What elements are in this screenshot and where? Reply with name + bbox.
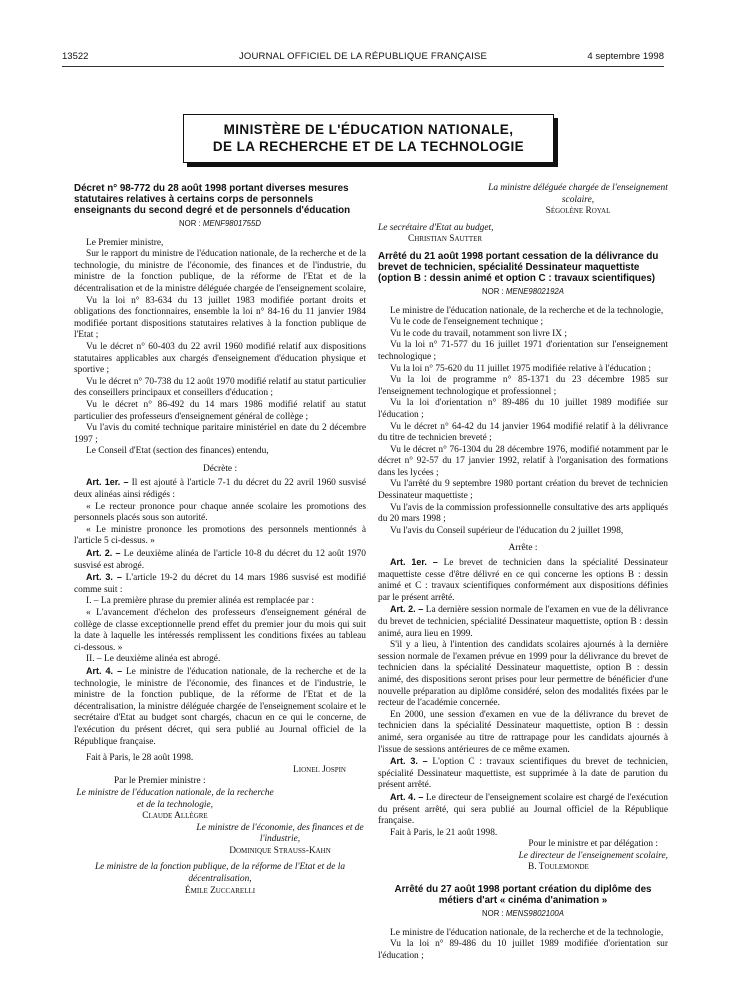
ministry-box <box>183 114 554 163</box>
decree-article-1: Art. 1er. – Il est ajouté à l'article 7-1 du décret du 22 avril 1960 susvisé deux alinéas ainsi rédigés : <box>74 477 367 501</box>
arrete1-para: Vu la loi n° 75-620 du 11 juillet 1975 modifiée relative à l'éducation ; <box>390 363 651 374</box>
issue-date: 4 septembre 1998 <box>587 51 664 62</box>
arrete1-para: Vu la loi n° 71-577 du 16 juillet 1971 d'orientation sur l'enseignement technologique ; <box>378 340 668 362</box>
arrete1-para: Vu la loi d'orientation n° 89-486 du 10 juillet 1989 modifiée sur l'éducation ; <box>378 398 668 420</box>
page-number: 13522 <box>62 51 89 62</box>
header-rule <box>62 66 664 67</box>
decree-article-4: Art. 4. – Le ministre de l'éducation nationale, de la recherche et de la technologie, le ministre de l'économie, des finances et de l'industrie, le ministre de la fonction publique, de la réforme de l'Etat et de la décentralisation, la ministre déléguée chargée de l'enseignement scolaire et le secrétaire d'Etat au budget sont chargés, chacun en ce qui le concerne, de l'exécution du présent décret, qui sera publié au Journal officiel de la République française. <box>74 665 366 747</box>
decree-para: Sur le rapport du ministre de l'éducation nationale, de la recherche et de la technologie, du ministre de l'économie, des finances et de l'industrie, du ministre de la fonction publique, de la réforme de l'Etat et de la décentralisation et de la ministre déléguée chargée de l'enseignement scolaire, <box>74 249 367 294</box>
decree-article-2: Art. 2. – Le deuxième alinéa de l'article 10-8 du décret du 12 août 1970 susvisé est abrogé. <box>74 548 366 571</box>
arrete1-title: Arrêté du 21 août 1998 portant cessation de la délivrance du brevet de technicien, spécialité Dessinateur maquettiste (option B : dessin animé et option C : travaux scientifiques) <box>378 250 659 284</box>
decree-para: Vu l'avis du comité technique paritaire ministériel en date du 2 décembre 1997 ; <box>74 423 366 445</box>
decree-decrete: Décrète : <box>202 463 238 474</box>
decree-title: Décret n° 98-772 du 28 août 1998 portant diverses mesures statutaires relatives à certains corps de personnels enseignants du second degré et de personnels d'éducation <box>74 183 351 216</box>
arrete1-para: Vu l'arrêté du 9 septembre 1980 portant création du brevet de technicien Dessinateur maquettiste ; <box>378 479 668 502</box>
decree-para: Vu le décret n° 60-403 du 22 avril 1960 modifié relatif aux dispositions statutaires applicables aux chargés d'enseignement d'éducation physique et sportive ; <box>74 341 366 376</box>
arrete1-para: Vu le décret n° 76-1304 du 28 décembre 1976, modifié notamment par le décret n° 92-57 du 17 janvier 1992, relatif à l'organisation des formations dans les lycées ; <box>378 444 668 478</box>
decree-done: Fait à Paris, le 28 août 1998. <box>86 753 194 764</box>
page-header <box>62 51 664 65</box>
right-column <box>378 183 668 962</box>
arrete1-para: S'il y a lieu, à l'intention des candidats scolaires ajournés à la dernière session normale de l'examen prévue en 1999 pour la délivrance du brevet de technicien dans la spécialité Dessinateur maquettiste, option B : dessin animé, des dispositions seront prises pour leur permettre de bénéficier d'une nouvelle préparation au diplôme considéré, selon des modalités fixées par le recteur de l'académie concernée. <box>378 640 668 709</box>
arrete1-para: Vu l'avis de la commission professionnelle consultative des arts appliqués du 20 mars 1998 ; <box>378 502 668 525</box>
decree-para: Vu le décret n° 70-738 du 12 août 1970 modifié relatif au statut particulier des conseillers principaux et conseillers d'éducation ; <box>74 376 366 399</box>
signatory-name: Dominique Strauss-Kahn <box>229 845 331 856</box>
signatory-role: Le secrétaire d'Etat au budget, <box>378 222 494 233</box>
decree-par: Par le Premier ministre : <box>114 776 206 787</box>
signatory-name: Claude Allègre <box>142 811 208 822</box>
arrete1-arrete: Arrête : <box>508 543 538 554</box>
decree-article-3: Art. 3. – L'article 19-2 du décret du 14 mars 1986 susvisé est modifié comme suit : <box>74 572 367 595</box>
decree-para: Vu le décret n° 86-492 du 14 mars 1986 modifié relatif au statut particulier des professeurs d'enseignement général de collège ; <box>74 399 366 422</box>
ministry-line-2: DE LA RECHERCHE ET DE LA TECHNOLOGIE <box>212 139 525 154</box>
decree-para: Le Conseil d'Etat (section des finances) entendu, <box>86 446 269 457</box>
left-column <box>74 183 366 897</box>
arrete1-article-3: Art. 3. – L'option C : travaux scientifiques du brevet de technicien, spécialité Dessinateur maquettiste, est supprimée à la date de parution du présent arrêté. <box>378 756 669 791</box>
decree-signer: Lionel Jospin <box>293 764 346 775</box>
decree-quote: « Le recteur prononce pour chaque année scolaire les promotions des personnels placés sous son autorité. <box>74 501 366 524</box>
decree-para: II. – Le deuxième alinéa est abrogé. <box>86 654 221 665</box>
arrete1-article-2: Art. 2. – La dernière session normale de l'examen en vue de la délivrance du brevet de technicien, spécialité Dessinateur maquettiste, option B : dessin animé, aura lieu en 1999. <box>378 604 669 639</box>
signatory-name: Émile Zuccarelli <box>184 885 256 896</box>
decree-para: Le Premier ministre, <box>86 237 164 248</box>
decree-quote: « L'avancement d'échelon des professeurs d'enseignement général de collège de classe exceptionnelle prend effet du premier jour du mois qui suit la date à laquelle les intéressés remplissent les conditions fixées au tableau ci-dessous. » <box>74 608 366 653</box>
arrete1-delegation: Pour le ministre et par délégation : <box>528 839 658 850</box>
signatory-role: Le ministre de la fonction publique, de la réforme de l'Etat et de la décentralisation, <box>94 862 346 885</box>
ministry-line-1: MINISTÈRE DE L'ÉDUCATION NATIONALE, <box>223 122 514 137</box>
decree-para: I. – La première phrase du premier alinéa est remplacée par : <box>86 596 315 607</box>
arrete1-article-1: Art. 1er. – Le brevet de technicien dans la spécialité Dessinateur maquettiste cesse d'être délivré en ce qui concerne les options B : dessin animé et C : travaux scientifiques conformément aux dispositions définies par le présent arrêté. <box>378 557 669 603</box>
arrete2-para: Le ministre de l'éducation nationale, de la recherche et de la technologie, <box>390 927 664 938</box>
journal-title: JOURNAL OFFICIEL DE LA RÉPUBLIQUE FRANÇAISE <box>238 51 488 62</box>
arrete1-article-4: Art. 4. – Le directeur de l'enseignement scolaire est chargé de l'exécution du présent arrêté, qui sera publié au Journal officiel de la République française. <box>378 791 668 827</box>
signatory-name: Ségolène Royal <box>545 206 611 217</box>
signatory-role: Le ministre de l'éducation nationale, de la recherche et de la technologie, <box>76 787 274 810</box>
arrete1-name: B. Toulemonde <box>528 862 589 873</box>
arrete2-title: Arrêté du 27 août 1998 portant création du diplôme des métiers d'art « cinéma d'animation » <box>394 884 652 907</box>
arrete1-para: Vu l'avis du Conseil supérieur de l'éducation du 2 juillet 1998, <box>390 525 624 536</box>
decree-nor: NOR : MENF9801755D <box>179 219 261 228</box>
arrete1-para: Vu le décret n° 64-42 du 14 janvier 1964 modifié relatif à la délivrance du titre de technicien breveté ; <box>378 421 668 444</box>
arrete2-nor: NOR : MENS9802100A <box>482 909 564 919</box>
arrete1-para: Le ministre de l'éducation nationale, de la recherche et de la technologie, <box>390 305 664 316</box>
arrete1-para: Vu la loi de programme n° 85-1371 du 23 décembre 1985 sur l'enseignement technologique et professionnel ; <box>378 375 668 397</box>
arrete2-para: Vu la loi n° 89-486 du 10 juillet 1989 modifiée d'orientation sur l'éducation ; <box>378 939 668 961</box>
signatory-name: Christian Sautter <box>408 234 483 245</box>
decree-quote: « Le ministre prononce les promotions des personnels mentionnés à l'article 5 ci-dessus. » <box>74 524 366 547</box>
arrete1-para: Vu le code du travail, notamment son livre IX ; <box>390 328 567 339</box>
arrete1-para: Vu le code de l'enseignement technique ; <box>390 317 544 328</box>
signatory-role: Le ministre de l'économie, des finances et de l'industrie, <box>196 822 364 845</box>
arrete1-nor: NOR : MENE9802192A <box>482 286 564 296</box>
arrete1-done: Fait à Paris, le 21 août 1998. <box>390 827 498 838</box>
decree-para: Vu la loi n° 83-634 du 13 juillet 1983 modifiée portant droits et obligations des fonctionnaires, ensemble la loi n° 84-16 du 11 janvier 1984 modifiée portant dispositions statutaires relatives à la fonction publique de l'Etat ; <box>74 295 366 341</box>
arrete1-para: En 2000, une session d'examen en vue de la délivrance du brevet de technicien dans la spécialité Dessinateur maquettiste, option B : dessin animé, sera organisée au titre de rattrapage pour les candidats ajournés à l'issue de sessions antérieures de ce même examen. <box>378 709 668 755</box>
arrete1-role: Le directeur de l'enseignement scolaire, <box>518 850 668 861</box>
signatory-role: La ministre déléguée chargée de l'enseignement scolaire, <box>488 183 668 205</box>
